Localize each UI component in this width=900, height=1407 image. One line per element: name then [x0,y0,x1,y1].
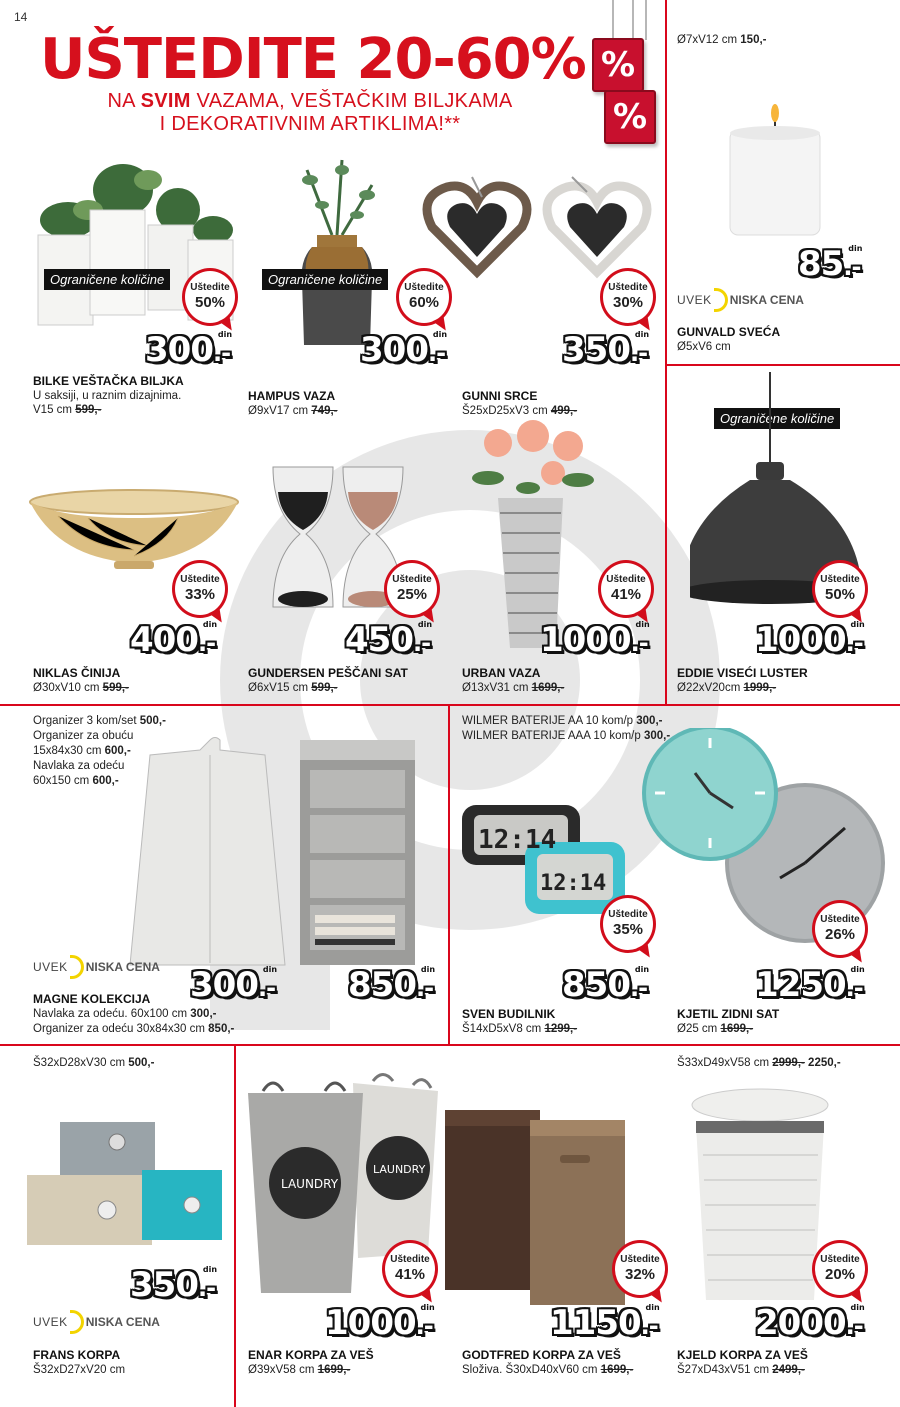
save-badge: Uštedite 26% [812,900,868,958]
price-kjeld: 2000.- din [755,1303,865,1343]
product-top-desc-frans: Š32xD28xV30 cm 500,- [33,1057,155,1069]
price-frans: 350.- din [130,1265,218,1305]
save-badge: Uštedite 50% [812,560,868,618]
headline-line2: I DEKORATIVNIM ARTIKLIMA!** [159,113,461,135]
page-number: 14 [14,10,28,24]
heart-decoration-image [422,172,657,282]
product-desc-frans: Š32xD27xV20 cm [33,1364,126,1376]
divider [665,0,667,706]
product-name-gundersen: GUNDERSEN PEŠČANI SAT [248,666,408,680]
product-desc-magne-1: Navlaka za odeću. 60x100 cm 300,- [33,1008,217,1020]
product-name-kjeld: KJELD KORPA ZA VEŠ [677,1348,808,1362]
product-top-desc-gunvald: Ø7xV12 cm 150,- [677,34,767,46]
save-badge: Uštedite 50% [182,268,238,326]
magne-line3: 15x84x30 cm 600,- [33,745,131,757]
product-desc-eddie: Ø22xV20cm 1999,- [677,682,777,694]
tag-string [645,0,647,40]
clock-display-text: 12:14 [478,825,557,855]
urban-vase-image [468,418,598,653]
divider [665,364,900,366]
product-name-niklas: NIKLAS ČINIJA [33,666,121,680]
product-desc-sven: Š14xD5xV8 cm 1299,- [462,1023,578,1035]
price-godtfred: 1150.- din [550,1303,660,1343]
save-badge: Uštedite 32% [612,1240,668,1298]
product-desc-godtfred: Složiva. Š30xD40xV60 cm 1699,- [462,1364,634,1376]
limited-quantity-label: Ograničene količine [714,408,840,429]
magne-line5: 60x150 cm 600,- [33,775,119,787]
magne-line1: Organizer 3 kom/set 500,- [33,715,166,727]
divider [448,704,450,1046]
product-name-gunni: GUNNI SRCE [462,389,538,403]
batteries-aa: WILMER BATERIJE AA 10 kom/p 300,- [462,715,663,727]
storage-organizer-image [125,735,445,970]
product-desc-hampus: Ø9xV17 cm 749,- [248,405,338,417]
product-size-bilke: V15 cm 599,- [33,404,102,416]
magne-line4: Navlaka za odeću [33,760,125,772]
vase-image [262,150,412,355]
tag-string [612,0,614,38]
candle-image [720,95,830,245]
limited-quantity-label: Ograničene količine [44,269,170,290]
save-badge: Uštedite 60% [396,268,452,326]
always-low-price-logo: UVEK NISKA CENA [677,288,804,312]
divider [0,704,900,706]
product-name-gunvald: GUNVALD SVEĆA [677,325,781,339]
divider [0,1044,900,1046]
price-gunni: 350.- din [562,330,650,370]
price-magne-1: 300.- din [190,965,278,1005]
product-desc-kjetil: Ø25 cm 1699,- [677,1023,754,1035]
price-hampus: 300.- din [360,330,448,370]
limited-quantity-label: Ograničene količine [262,269,388,290]
bowl-image [28,488,240,573]
price-bilke: 300.- din [145,330,233,370]
product-desc-enar: Ø39xV58 cm 1699,- [248,1364,351,1376]
product-name-kjetil: KJETIL ZIDNI SAT [677,1007,780,1021]
save-badge: Uštedite 35% [600,895,656,953]
price-gundersen: 450.- din [345,620,433,660]
product-top-desc-kjeld: Š33xD49xV58 cm 2999,- 2250,- [677,1057,841,1069]
price-enar: 1000.- din [325,1303,435,1343]
price-magne-2: 850.- din [348,965,436,1005]
price-kjetil: 1250.- din [755,965,865,1005]
product-desc-gunvald: Ø5xV6 cm [677,341,731,353]
product-desc-magne-2: Organizer za odeću 30x84x30 cm 850,- [33,1023,235,1035]
clock-display-text: 12:14 [540,871,607,896]
product-name-magne: MAGNE KOLEKCIJA [33,992,151,1006]
always-low-price-logo: UVEK NISKA CENA [33,955,160,979]
save-badge: Uštedite 33% [172,560,228,618]
product-name-sven: SVEN BUDILNIK [462,1007,556,1021]
product-desc-urban: Ø13xV31 cm 1699,- [462,682,565,694]
product-name-hampus: HAMPUS VAZA [248,389,336,403]
divider [234,1044,236,1407]
price-sven: 850.- din [562,965,650,1005]
save-badge: Uštedite 30% [600,268,656,326]
percent-tag: % [604,90,656,144]
percent-tag: % [592,38,644,92]
save-badge: Uštedite 41% [382,1240,438,1298]
product-desc-bilke: U saksiji, u raznim dizajnima. [33,390,182,402]
storage-boxes-image [22,1120,227,1250]
headline-title: UŠTEDITE 20-60% [40,27,586,92]
alarm-clock-image [460,800,630,920]
headline [40,27,600,136]
save-badge: Uštedite 25% [384,560,440,618]
headline-line1: NA SVIM VAZAMA, VEŠTAČKIM BILJKAMA [107,90,513,112]
product-desc-niklas: Ø30xV10 cm 599,- [33,682,129,694]
price-niklas: 400.- din [130,620,218,660]
product-desc-gundersen: Ø6xV15 cm 599,- [248,682,338,694]
magne-line2: Organizer za obuću [33,730,134,742]
product-name-eddie: EDDIE VISEĆI LUSTER [677,666,808,680]
laundry-text: LAUNDRY [281,1177,339,1191]
laundry-hamper-image [440,1105,640,1310]
product-name-enar: ENAR KORPA ZA VEŠ [248,1348,374,1362]
price-urban: 1000.- din [540,620,650,660]
product-name-godtfred: GODTFRED KORPA ZA VEŠ [462,1348,621,1362]
save-badge: Uštedite 41% [598,560,654,618]
price-eddie: 1000.- din [755,620,865,660]
price-gunvald: 85.- din [798,244,863,284]
product-desc-kjeld: Š27xD43xV51 cm 2499,- [677,1364,805,1376]
batteries-aaa: WILMER BATERIJE AAA 10 kom/p 300,- [462,730,671,742]
product-name-bilke: BILKE VEŠTAČKA BILJKA [33,374,184,388]
product-name-frans: FRANS KORPA [33,1348,121,1362]
always-low-price-logo: UVEK NISKA CENA [33,1310,160,1334]
save-badge: Uštedite 20% [812,1240,868,1298]
laundry-text: LAUNDRY [373,1163,426,1176]
product-name-urban: URBAN VAZA [462,666,541,680]
product-desc-gunni: Š25xD25xV3 cm 499,- [462,405,578,417]
